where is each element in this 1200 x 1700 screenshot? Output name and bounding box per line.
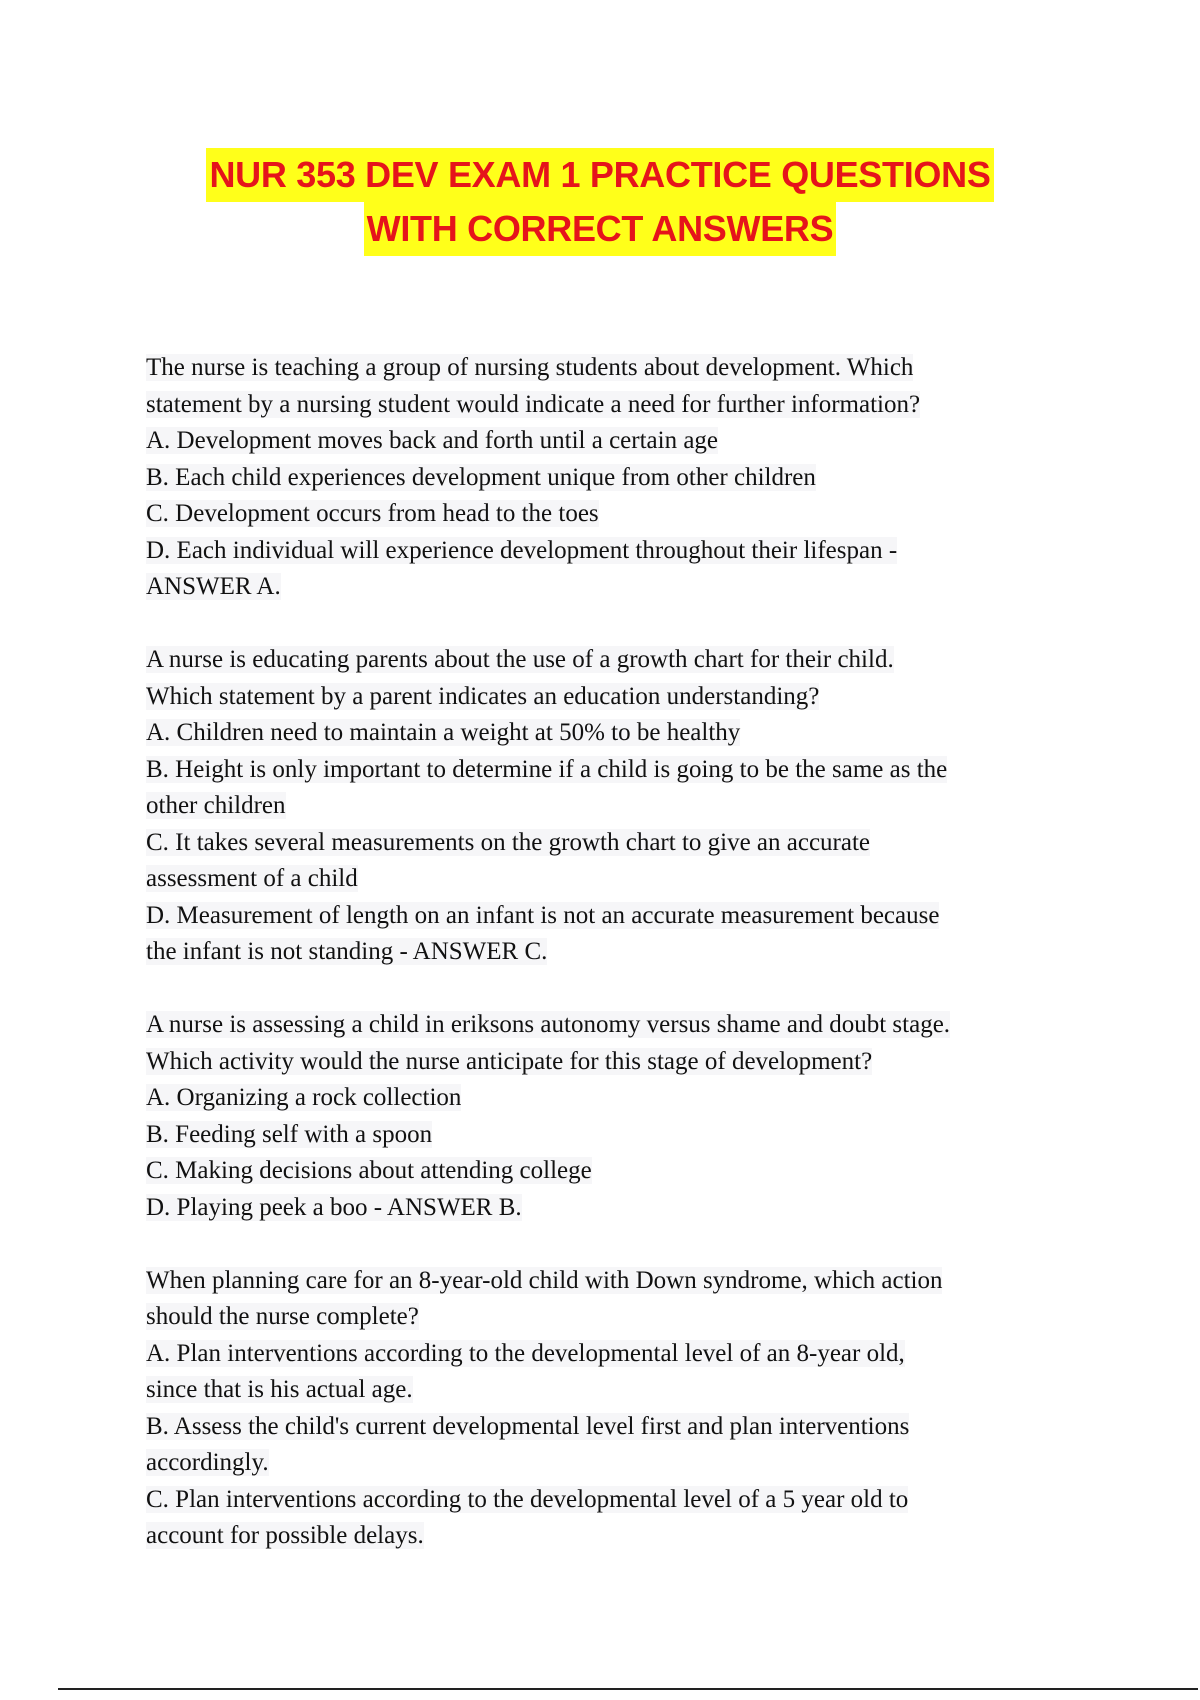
question-3-option-c: C. Making decisions about attending college [146,1157,592,1184]
question-2-option-b: B. Height is only important to determine if a child is going to be the same as the [146,755,948,783]
question-3-stem-line-1: A nurse is assessing a child in eriksons autonomy versus shame and doubt stage. [146,1011,951,1038]
title-line-2: WITH CORRECT ANSWERS [364,202,837,256]
question-list [146,350,1066,1591]
question-4-option-b-cont: accordingly. [146,1449,269,1476]
question-2-answer: the infant is not standing - ANSWER C. [146,938,548,965]
question-2-option-d: D. Measurement of length on an infant is not an accurate measurement because [146,901,940,929]
question-1-option-b: B. Each child experiences development unique from other children [146,463,816,491]
question-2-option-a: A. Children need to maintain a weight at 50% to be healthy [146,719,741,746]
title-line-1: NUR 353 DEV EXAM 1 PRACTICE QUESTIONS [206,148,993,202]
question-4-stem-line-1: When planning care for an 8-year-old child with Down syndrome, which action [146,1266,943,1294]
question-2-stem-line-2: Which statement by a parent indicates an education understanding? [146,682,820,710]
question-1 [146,350,1066,606]
page-bottom-rule [58,1688,1198,1690]
question-1-option-c: C. Development occurs from head to the toes [146,500,599,527]
question-2-stem-line-1: A nurse is educating parents about the use of a growth chart for their child. [146,646,894,673]
question-4-option-c-cont: account for possible delays. [146,1522,424,1549]
question-2-option-c-cont: assessment of a child [146,865,358,892]
question-2-option-c: C. It takes several measurements on the growth chart to give an accurate [146,828,871,856]
question-2-option-b-cont: other children [146,792,286,819]
question-1-stem-line-1: The nurse is teaching a group of nursing students about development. Which [146,354,914,381]
question-4-option-b: B. Assess the child's current developmental level first and plan interventions [146,1412,910,1440]
question-4-stem-line-2: should the nurse complete? [146,1303,419,1330]
question-4-option-c: C. Plan interventions according to the developmental level of a 5 year old to [146,1485,909,1513]
question-3-option-a: A. Organizing a rock collection [146,1084,462,1111]
question-3 [146,1007,1066,1226]
document-title [0,148,1200,256]
question-1-option-a: A. Development moves back and forth until a certain age [146,427,719,454]
question-3-answer: D. Playing peek a boo - ANSWER B. [146,1193,522,1221]
question-3-option-b: B. Feeding self with a spoon [146,1120,433,1148]
question-3-stem-line-2: Which activity would the nurse anticipate for this stage of development? [146,1047,873,1075]
question-4 [146,1263,1066,1555]
question-1-option-d: D. Each individual will experience development throughout their lifespan - [146,536,898,564]
question-2 [146,642,1066,971]
question-1-answer: ANSWER A. [146,573,281,600]
question-1-stem-line-2: statement by a nursing student would indicate a need for further information? [146,390,921,418]
question-4-option-a-cont: since that is his actual age. [146,1376,413,1403]
question-4-option-a: A. Plan interventions according to the developmental level of an 8-year old, [146,1339,905,1367]
